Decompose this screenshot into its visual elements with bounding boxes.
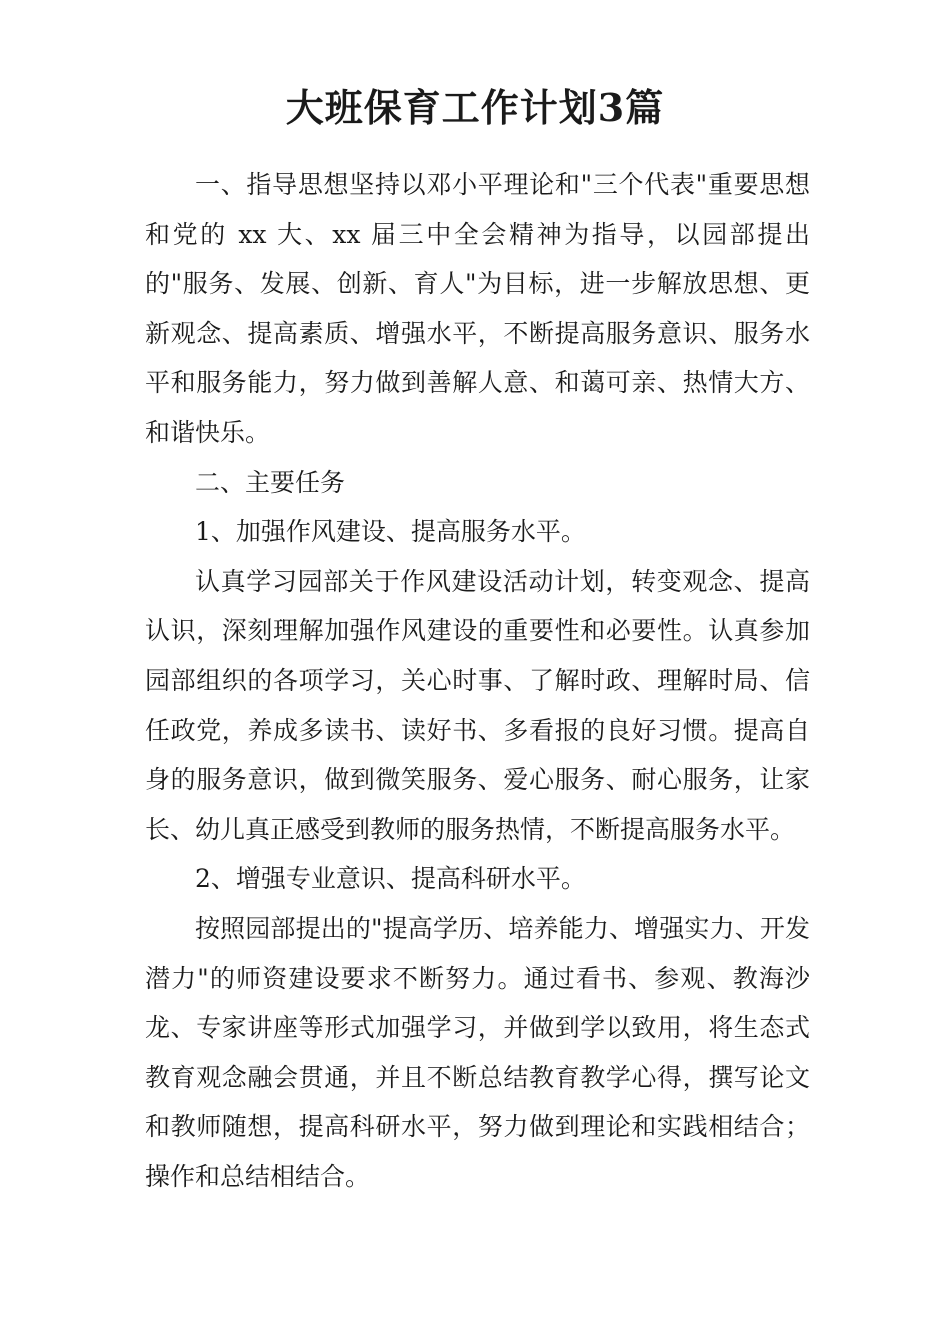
paragraph-guiding-ideology: 一、指导思想坚持以邓小平理论和"三个代表"重要思想和党的 xx 大、xx 届三中全会精神为指导，以园部提出的"服务、发展、创新、育人"为目标，进一步解放思想、更新观念、提高素质、增强水平，不断提高服务意识、服务水平和服务能力，努力做到善解人意、和蔼可亲、热情大方、和谐快乐。 bbox=[145, 170, 810, 447]
task-heading-1: 1、加强作风建设、提高服务水平。 bbox=[195, 517, 586, 547]
document-title: 大班保育工作计划3篇 bbox=[285, 85, 665, 130]
paragraph-task-2: 按照园部提出的"提高学历、培养能力、增强实力、开发潜力"的师资建设要求不断努力。通过看书、参观、教海沙龙、专家讲座等形式加强学习，并做到学以致用，将生态式教育观念融会贯通，并且不断总结教育教学心得，撰写论文和教师随想，提高科研水平，努力做到理论和实践相结合；操作和总结相结合。 bbox=[145, 913, 810, 1191]
section-heading-main-tasks: 二、主要任务 bbox=[195, 467, 346, 497]
paragraph-task-1: 认真学习园部关于作风建设活动计划，转变观念、提高认识，深刻理解加强作风建设的重要性和必要性。认真参加园部组织的各项学习，关心时事、了解时政、理解时局、信任政党，养成多读书、读好书、多看报的良好习惯。提高自身的服务意识，做到微笑服务、爱心服务、耐心服务，让家长、幼儿真正感受到教师的服务热情，不断提高服务水平。 bbox=[145, 566, 810, 844]
task-heading-2: 2、增强专业意识、提高科研水平。 bbox=[195, 864, 586, 894]
document-body bbox=[145, 160, 810, 1201]
